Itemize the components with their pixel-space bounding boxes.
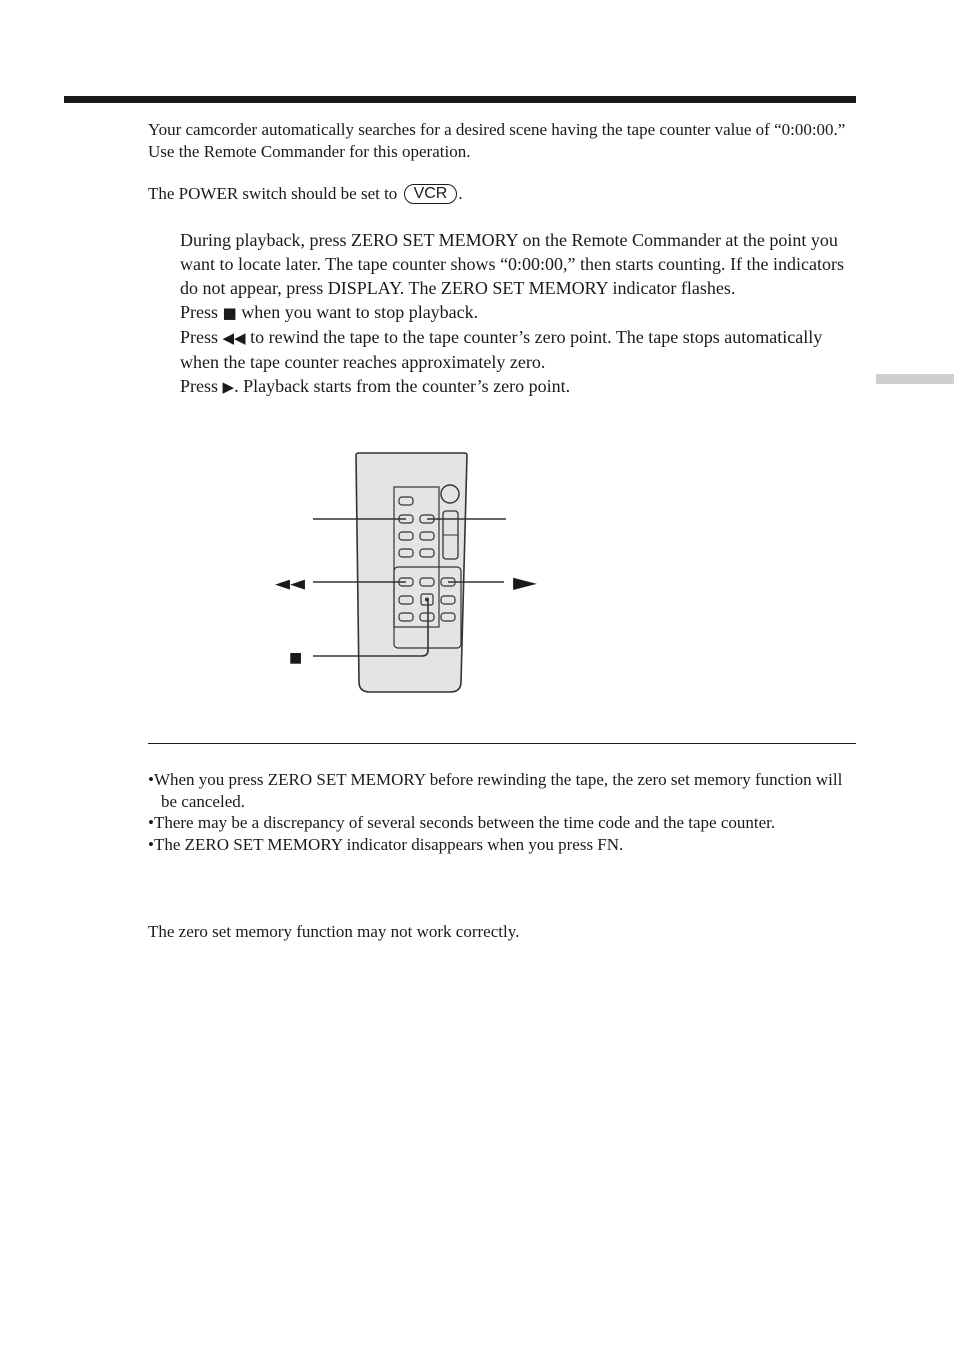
diagram-rewind-label: ◀◀ [275, 577, 305, 592]
remote-button [441, 596, 455, 604]
notes-divider [148, 743, 856, 744]
note-item: •There may be a discrepancy of several seconds between the time code and the tape counter. [148, 813, 776, 832]
remote-button [420, 549, 434, 557]
play-icon: ▶ [222, 378, 235, 396]
remote-button [399, 596, 413, 604]
play-button [420, 578, 434, 586]
steps-list [180, 228, 860, 399]
closing-paragraph: The zero set memory function may not work correctly. [148, 922, 520, 941]
note-item: •The ZERO SET MEMORY indicator disappears when you press FN. [148, 834, 624, 854]
remote-commander-diagram [270, 445, 570, 700]
remote-button [420, 613, 434, 621]
remote-round-button [441, 485, 459, 503]
step-1: During playback, press ZERO SET MEMORY on the Remote Commander at the point you want to locate later. The tape counter shows “0:00:00,” then starts counting. If the indicators do not appear, press DISPLAY. The ZERO SET MEMORY indicator flashes. [180, 230, 844, 298]
remote-button [399, 613, 413, 621]
remote-button [399, 532, 413, 540]
rewind-icon: ◀◀ [222, 329, 246, 347]
step-3: Press ◀◀ to rewind the tape to the tape counter’s zero point. The tape stops automatically when the tape counter reaches approximately zero. [180, 327, 823, 372]
remote-button [441, 613, 455, 621]
remote-button [420, 532, 434, 540]
intro-paragraph: Your camcorder automatically searches for a desired scene having the tape counter value of “0:00:00.” Use the Remote Commander for this operation. [148, 120, 846, 161]
diagram-play-label: ▶ [513, 573, 539, 592]
notes-list [148, 769, 860, 855]
note-item: •When you press ZERO SET MEMORY before rewinding the tape, the zero set memory function will be canceled. [148, 770, 843, 811]
power-switch-note [148, 183, 848, 205]
vcr-badge: VCR [404, 184, 458, 204]
chapter-side-tab [876, 374, 954, 384]
remote-button [399, 549, 413, 557]
power-text-end: . [458, 184, 463, 203]
diagram-stop-label: ■ [289, 650, 303, 666]
section-header-rule [64, 96, 856, 103]
step-2: Press ■ when you want to stop playback. [180, 302, 479, 322]
power-text: The POWER switch should be set to [148, 184, 402, 203]
step-4: Press ▶. Playback starts from the counter’s zero point. [180, 376, 571, 396]
remote-button [399, 497, 413, 505]
stop-icon: ■ [222, 304, 237, 322]
